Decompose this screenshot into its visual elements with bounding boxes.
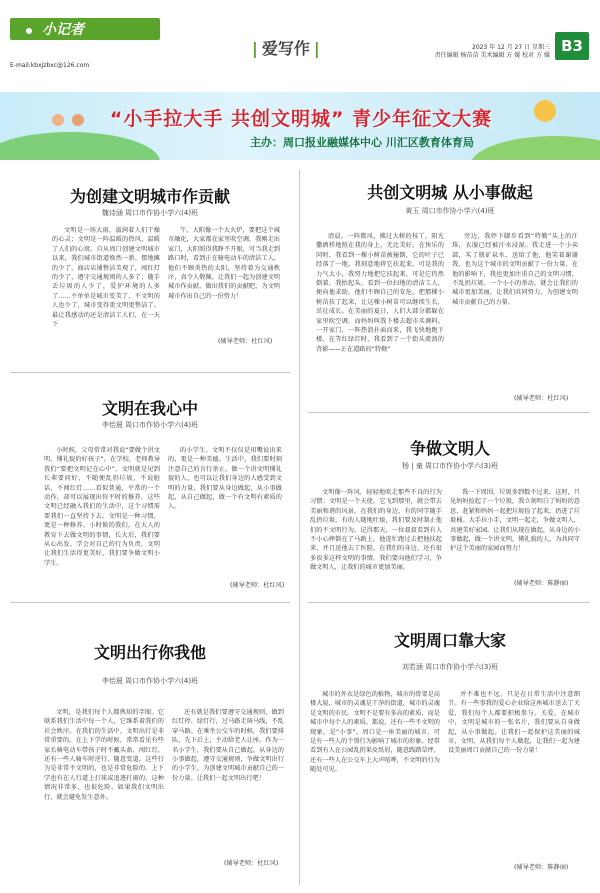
article-author: 李怡晨 周口市作协小学六(4)班 [101, 421, 199, 429]
banner-sun-icon [534, 100, 556, 122]
article-teacher: (辅导老师：杜红风) [224, 860, 279, 867]
article-body: 文明像一阵风，轻轻地吹走那些不良的行为习惯；文明是一个天使，它飞到那里，就会带去美丽和谐的风景。在我们的身边，有的同学随手乱扔垃圾，有的人随地吐痰，我们要及时制止他们的不文明行为。记得那天，一位叔叔看到有人不小心摔倒在了马路上，他连忙跑过去把他扶起来，并且送他去了医院。在我们的身边，还有很多很多这样文明的事情，我们要向他们学习，争做文明人，让我们的城市更加美丽。 [310, 489, 442, 572]
article-title: 文明出行你我他 [93, 643, 206, 662]
article-teacher: (辅导老师：杜红风) [218, 338, 273, 345]
masthead-logo [10, 18, 160, 40]
article-author: 李怡晨 周口市作协小学六(4)班 [101, 677, 199, 685]
banner-child-icon [52, 114, 64, 126]
masthead-name: 小记者 [42, 22, 84, 38]
masthead-editor: 责任编辑 杨苗苗 美术编辑 方 媛 校对 方 媛 [434, 52, 550, 59]
article-author: 黄玉 周口市作协小学六(4)班 [405, 207, 495, 215]
article-teacher: (辅导老师：陈静丽) [514, 580, 569, 587]
article-body: 的小学生。文明不仅仅是用嘴说出来的，更是一种美德。生活中，我们要时刻注意自己的言行举止，做一个讲文明懂礼貌的人，也可以让我们身边的人感受到文明的力量，我们要从身边做起，从小事做起，从自己做起，做一个有文明有素质的人。 [168, 447, 282, 511]
banner-hill-right [470, 136, 600, 160]
article-teacher: (辅导老师：杜红风) [230, 582, 285, 589]
article-body: 文明是一场大雨，滋润着人们干燥的心灵；文明是一阵温暖的热风，温暖了人们的心窝。自从周口创建文明城市以来，我们城市街道焕然一新。摆地摊的少了，商店店铺整洁美观了，闯红灯的少了，遵守交通规则的人多了；随手丢垃圾的人少了，爱护环境的人多了……不单单是城市变美了，不文明的人也少了，城市变得更文明更整洁了。最让我感动的还是清洁工人们，在一天下 [52, 227, 160, 329]
article-body: 旁边，我停下脚步看到“特勤”头上的汗珠，衣服已经被汗水浸湿。我走进一个小卖部，买了瓶矿泉水，送给了他，他笑着谢谢我，也为这个城市的文明贡献了一份力量，在他的影响下，我也更加注重自己的文明习惯，不乱扔垃圾。一个小小的举动，就会让我们的城市更加美丽，让我们共同努力，为创建文明城市贡献自己的力量。 [452, 233, 578, 306]
banner-child-icon [72, 114, 84, 126]
banner-hill-left [0, 132, 160, 160]
column-divider [299, 170, 300, 885]
section-title: | 爱写作 | [252, 36, 320, 59]
article-body: 并不难也不远，只是在日常生活中注意细节。有一些事我的爱心企业给这座城市送去了关爱，我们每个人都要积极参与。关爱，在城市中，文明是城市的一张名片，我们要从自身做起，从小事做起。让我们一起保护这美丽的城市，文明，从我们每个人做起，让我们一起为建设美丽周口贡献自己的一份力量！ [448, 691, 580, 755]
article-title: 争做文明人 [409, 439, 490, 458]
contest-banner [0, 92, 600, 160]
banner-sponsor: 主办：周口报业融媒体中心 川汇区教育体育局 [250, 136, 474, 149]
article-body: 小时候，父母常常对我说“要做个讲文明、懂礼貌的好孩子”。在学校，老师教导我们“要把文明记在心中”。文明就是见到长辈要问好，不随便乱扔垃圾，不说脏话，不闯红灯……看似普通，平常的一个动作，却可以展现出你平时的修养，这些文明已经融入我们的生活中，这个习惯需要我们一直坚持下去。文明是一种习惯，更是一种修养。小时候的我们，在大人的教育下去做文明的事情，长大后，我们要从心出发，学会对自己的行为负责，文明让我们生活得更美好，我们要争做文明小学生。 [44, 447, 160, 567]
article-title: 为创建文明城市作贡献 [69, 187, 230, 206]
row-divider [10, 372, 290, 373]
article-body: 城市的外衣是绿色的植物，城市的骨架是高楼大厦，城市的灵魂是干净的街道，城市的灵魂是文明的市民。文明不是要有多高的素质，而是城市中每个人的素质。都说，还有一些不文明的现象，是“小事”。周口是一座美丽的城市，可是有一些人的个别行为影响了城市的形象。经常看到有人在公园乱扔果皮纸屑，随意践踏草坪，还有一些人在公交车上大声喧哗，不文明的行为随处可见。 [310, 691, 440, 774]
article-body: 我一下周围，垃圾多到数不过来。这时，只见妈妈捡起了一个垃圾，我立刻明白了妈妈的意思，赶紧和妈妈一起把垃圾捡了起来，扔进了垃圾桶。大手拉小手，文明一起走，争做文明人，共建美好家园。让我们从现在做起，从身边的小事做起，做一个讲文明、懂礼貌的人，为共同守护这个美丽的家园而努力！ [450, 489, 580, 553]
page-number: B3 [555, 32, 589, 60]
article-author: 杨 | 童 周口市作协小学六(3)班 [402, 462, 498, 470]
masthead-date: 2023 年 12 月 27 日 星期三 [472, 44, 550, 51]
masthead-email: E-mail:kbxjzbxc@126.com [10, 62, 90, 69]
row-divider [308, 412, 590, 413]
article-title: 共创文明城 从小事做起 [367, 183, 533, 202]
article-body: 清晨，一阵微风，拂过大树的枝丫，阳光撒洒样地照在我的身上，无比美好。在快乐的同时，我看到一棵小树苗被撞倒，它的叶子已经落了一地。我刻意地将它扶起来，可是我的力气太小，我努力地把它扶起来，可是它仍然倒着，我抬起头，看到一位扫地的清洁工人，便向他求助。他们不顾自己的安危，把那棵小树苗扶了起来，让这棵小树苗可以继续生长，茁壮成长。在美丽的夏日，人们大部分都躲在家里吹空调，而妈妈叫我下楼去超市买调料。一开家门，一阵热浪扑面而来，我飞快地跑下楼，在等红绿灯时，我看到了一个街头流浪的背影——正在道路的“特勤” [316, 233, 444, 353]
row-divider [308, 602, 590, 603]
article-title: 文明周口靠大家 [393, 631, 506, 650]
row-divider [10, 602, 290, 603]
masthead-dateline [420, 44, 550, 60]
article-body: 文明，是我们每个人都熟知的字眼。它联系我们生活中每一个人，它维系着我们的社会秩序。在我们的生活中，文明出行是非常重要的。在上下学的时候，常常看见有些家长骑电动车带孩子时不戴头盔、闯红灯，还有一些人骑车时逆行、随意变道，这些行为是非常不文明的，也是非常危险的。上下学也有在人行道上打球或追逐打闹的，这种情况非常多，也很危险。如果我们文明出行，就会避免发生意外。 [44, 709, 164, 801]
article-author: 魏诗涵 周口市作协小学六(4)班 [101, 209, 199, 217]
masthead [0, 0, 600, 92]
article-title: 文明在我心中 [101, 399, 198, 418]
article-body: 午，大阳像一个大火炉，要把这个城市融化，大家都在家里吹空调，我刚走出家门，大阳照得我睁不开眼，可当我走到路口时，看到正在骑电动车的清洁工人，他们不顾炎热的太阳，坚持着为交通秩序，真令人敬佩。让我们一起为创建文明城市作贡献，做出我们的贡献吧，为文明城市作出自己的一份努力！ [168, 227, 280, 300]
article-author: 刘若涵 周口市作协小学六(3)班 [401, 663, 499, 671]
article-teacher: (辅导老师：杜红风) [514, 395, 569, 402]
article-body: 还有就是我们要遵守交通规则，做到红灯停、绿灯行，过马路走斑马线，不乱穿马路。在乘坐公交车的时候，我们要排队，先下后上，主动给老人让座。作为一名小学生，我们要从自己做起，从身边的小事做起，遵守交通规则，争做文明出行的小学生，为创建文明城市贡献自己的一份力量。让我们一起文明出行吧！ [172, 709, 284, 782]
banner-title: “小手拉大手 共创文明城” 青少年征文大赛 [109, 108, 493, 130]
article-teacher: (辅导老师：陈静丽) [514, 864, 569, 871]
